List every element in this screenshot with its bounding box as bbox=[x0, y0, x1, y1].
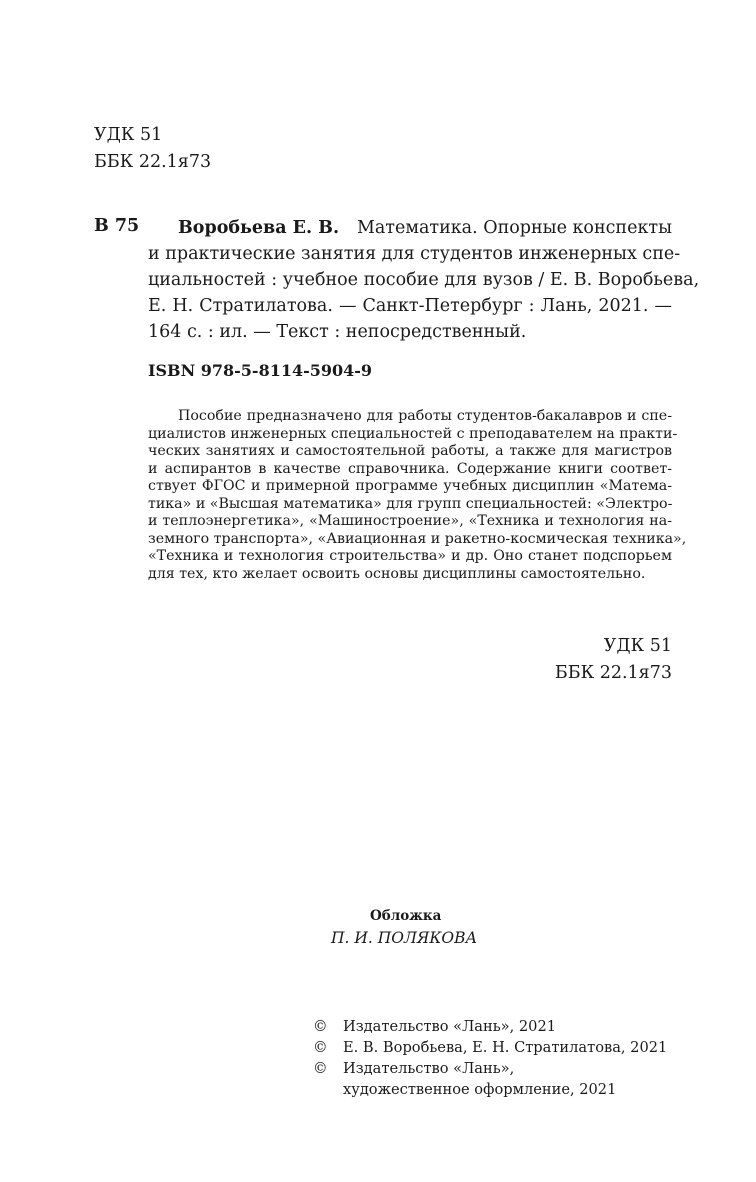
copyright-line: Издательство «Лань», 2021 bbox=[343, 1018, 557, 1035]
cover-designer: П. И. ПОЛЯКОВА bbox=[331, 929, 478, 947]
author-sign: В 75 bbox=[94, 216, 140, 236]
abstract-line: тика» и «Высшая математика» для групп специальностей: «Электро- bbox=[148, 496, 673, 512]
isbn: ISBN 978-5-8114-5904-9 bbox=[148, 361, 373, 380]
abstract-line: «Техника и технология строительства» и др. Оно станет подспорьем bbox=[148, 548, 672, 564]
abstract-line: и аспирантов в качестве справочника. Содержание книги соответ- bbox=[148, 461, 672, 477]
copyright-symbol: © bbox=[313, 1039, 328, 1056]
bib-line: циальностей : учебное пособие для вузов / Е. В. Воробьева, bbox=[148, 270, 700, 290]
copyright-symbol: © bbox=[313, 1060, 328, 1077]
abstract-line: и теплоэнергетика», «Машиностроение», «Техника и технология на- bbox=[148, 513, 672, 529]
copyright-block bbox=[313, 1016, 668, 1100]
bib-line: Е. Н. Стратилатова. — Санкт-Петербург : Лань, 2021. — bbox=[148, 296, 672, 316]
bib-line: 164 с. : ил. — Текст : непосредственный. bbox=[148, 322, 527, 342]
bib-line: Математика. Опорные конспекты bbox=[356, 218, 672, 238]
copyright-line: Е. В. Воробьева, Е. Н. Стратилатова, 2021 bbox=[343, 1039, 668, 1056]
abstract-line: ствует ФГОС и примерной программе учебных дисциплин «Матема- bbox=[148, 478, 672, 494]
copyright-symbol: © bbox=[313, 1018, 328, 1035]
author-name: Воробьева Е. В. bbox=[178, 218, 340, 238]
bbk-code-bottom: ББК 22.1я73 bbox=[554, 663, 672, 683]
copyright-line: художественное оформление, 2021 bbox=[343, 1081, 617, 1098]
abstract-line: Пособие предназначено для работы студентов-бакалавров и спе- bbox=[178, 408, 672, 424]
udk-code-bottom: УДК 51 bbox=[603, 636, 672, 656]
abstract-line: ческих занятиях и самостоятельной работы, а также для магистров bbox=[148, 443, 672, 459]
cover-label: Обложка bbox=[370, 908, 442, 924]
copyright-line: Издательство «Лань», bbox=[343, 1060, 515, 1077]
abstract-line: земного транспорта», «Авиационная и ракетно-космическая техника», bbox=[148, 531, 687, 547]
abstract-line: циалистов инженерных специальностей с преподавателем на практи- bbox=[148, 426, 678, 442]
bib-line: и практические занятия для студентов инженерных спе- bbox=[148, 244, 681, 264]
abstract-line: для тех, кто желает освоить основы дисциплины самостоятельно. bbox=[148, 566, 646, 582]
udk-code-top: УДК 51 bbox=[94, 125, 163, 145]
bbk-code-top: ББК 22.1я73 bbox=[94, 152, 212, 172]
